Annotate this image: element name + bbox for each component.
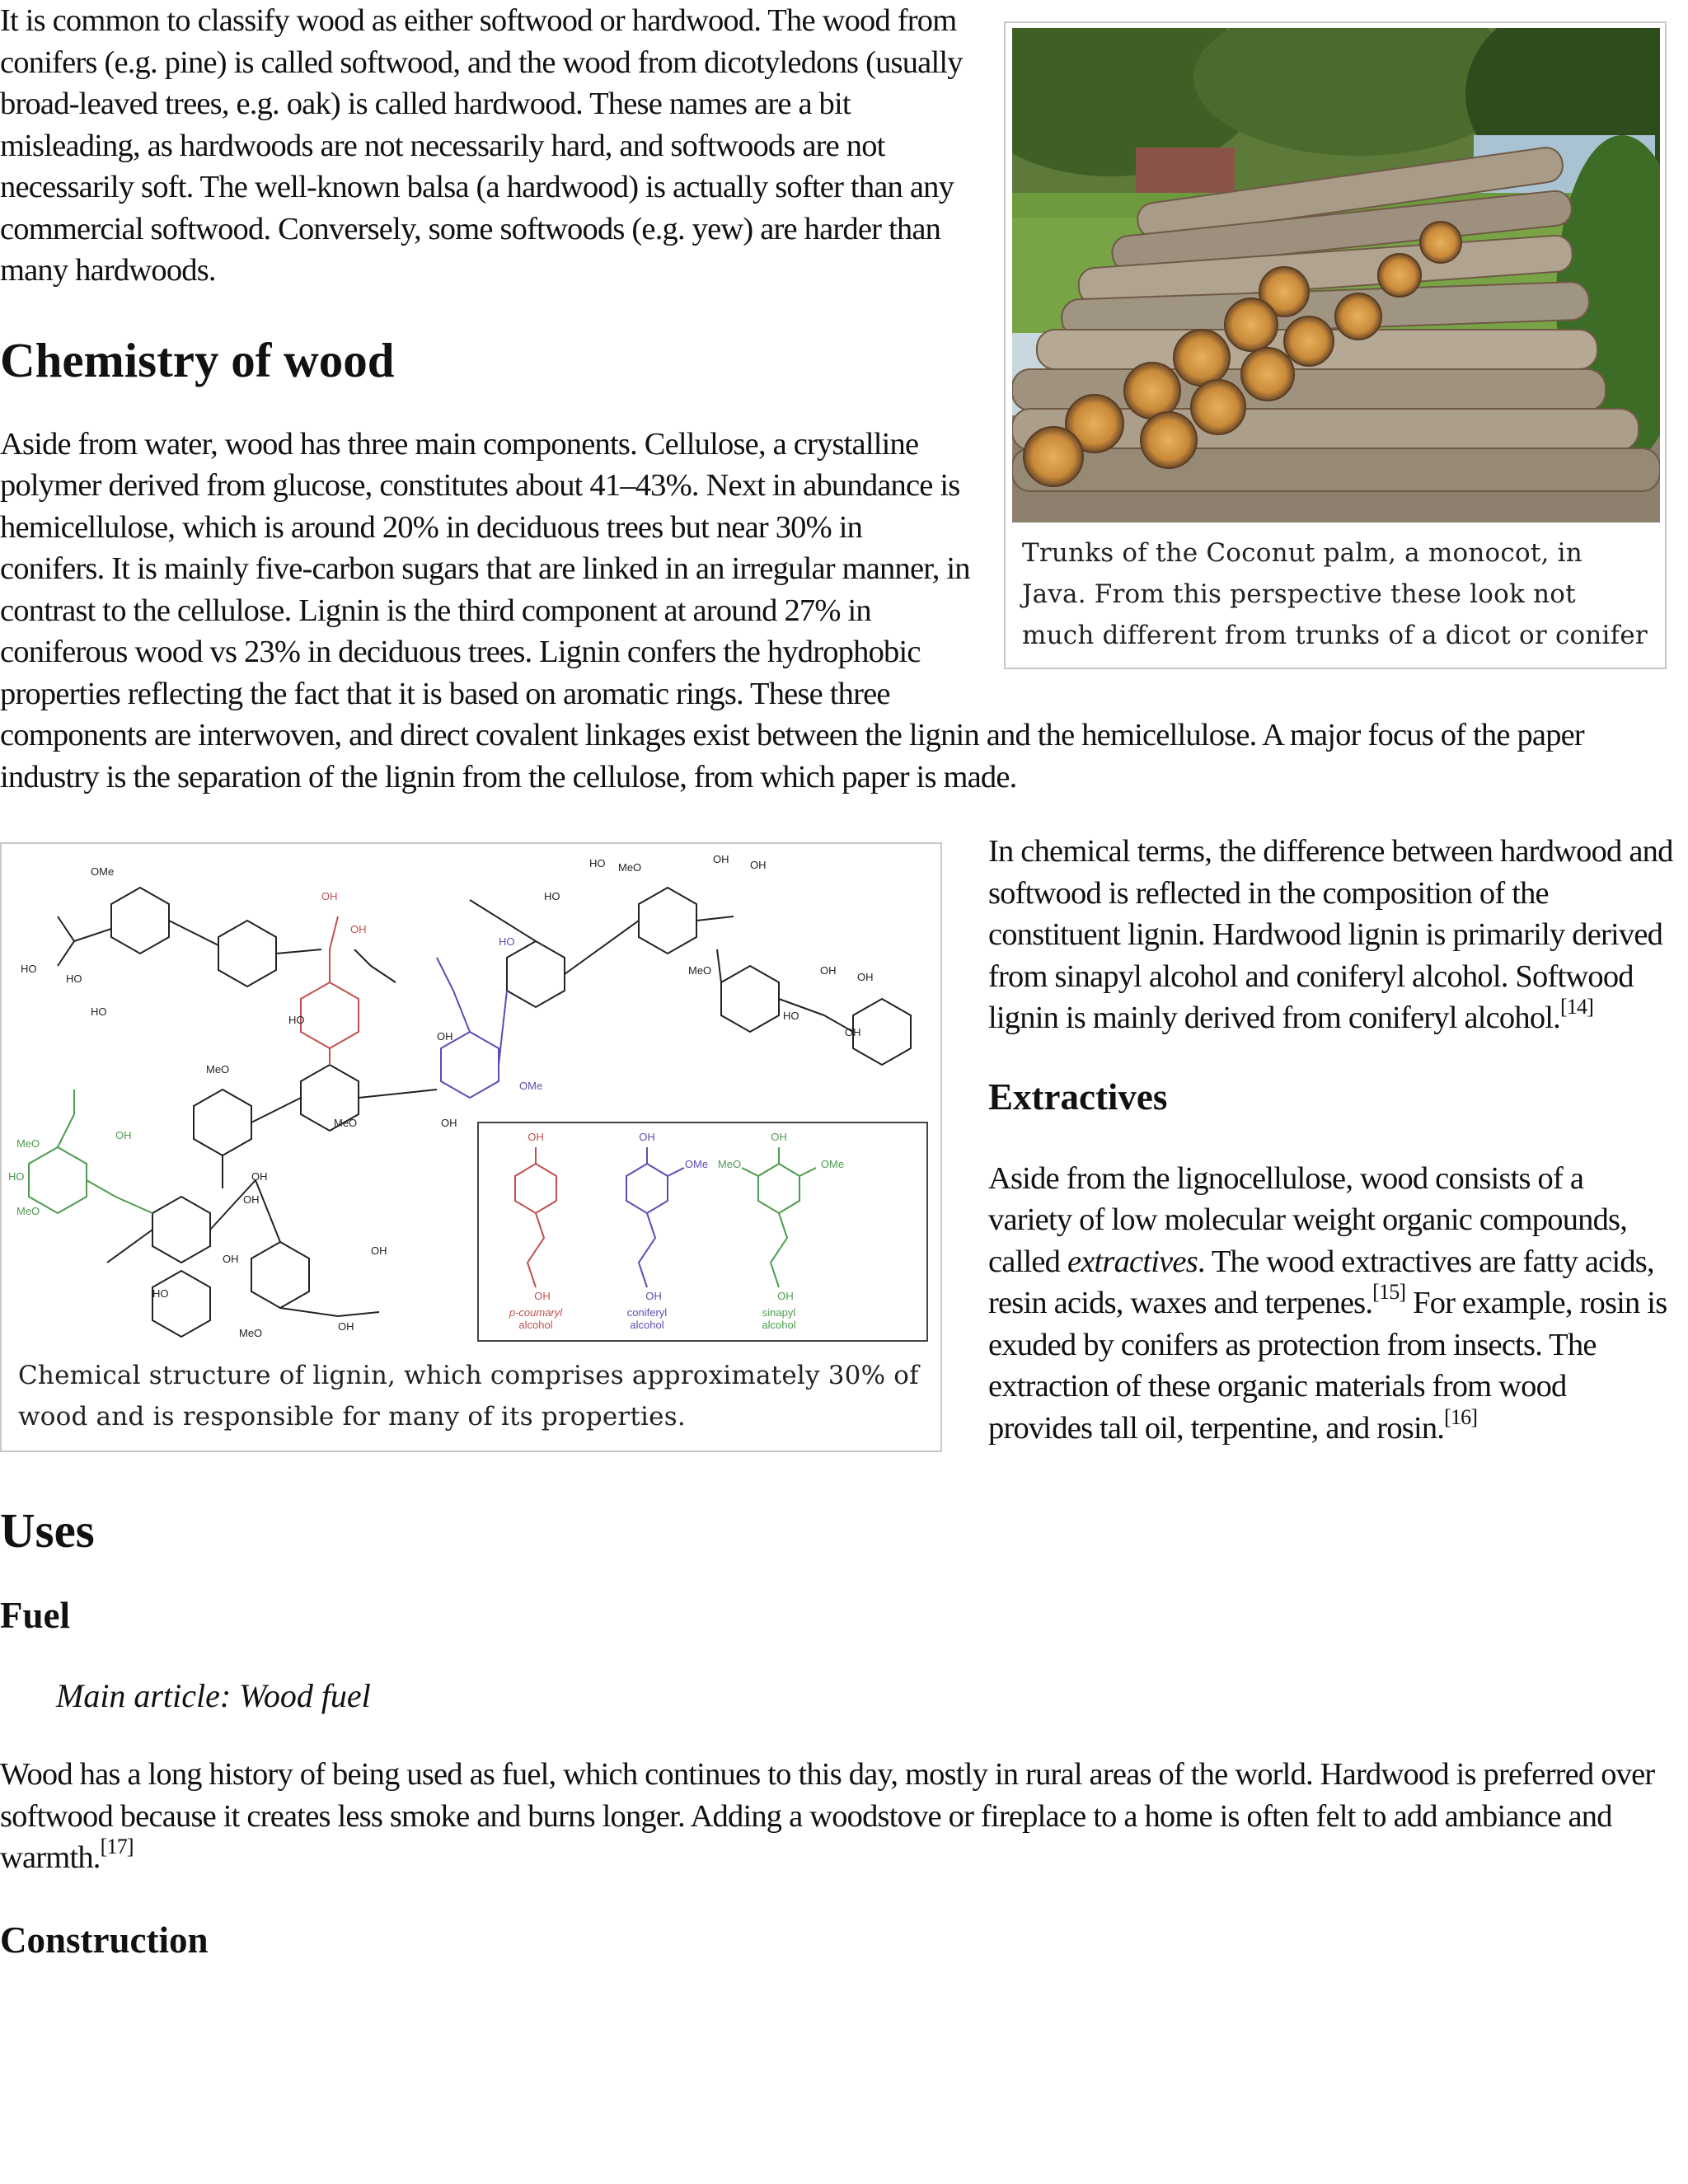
svg-text:HO: HO	[21, 963, 37, 975]
svg-text:OH: OH	[528, 1131, 544, 1143]
svg-text:OMe: OMe	[820, 1158, 845, 1170]
svg-text:MeO: MeO	[688, 964, 712, 977]
svg-text:OMe: OMe	[684, 1158, 709, 1170]
svg-text:alcohol: alcohol	[762, 1319, 796, 1331]
svg-text:OH: OH	[338, 1320, 354, 1333]
svg-text:HO: HO	[499, 935, 515, 948]
svg-text:OH: OH	[820, 964, 837, 977]
extractives-paragraph: Aside from the lignocellulose, wood consists of a variety of low molecular weight organic compounds, called extractives. The wood extractives are fatty acids, resin acids, waxes and terpenes.[15] For example, rosin is exuded by conifers as protection from insects. The extraction of these organic materials from wood provides tall oil, terpentine, and rosin.[16]	[988, 1160, 1667, 1446]
svg-text:OH: OH	[777, 1290, 794, 1302]
reference-17[interactable]: [17]	[100, 1835, 134, 1858]
svg-text:OH: OH	[713, 853, 729, 865]
svg-text:OH: OH	[845, 1026, 861, 1038]
svg-text:OH: OH	[750, 859, 767, 871]
reference-15[interactable]: [15]	[1372, 1280, 1406, 1304]
svg-text:alcohol: alcohol	[630, 1319, 664, 1331]
svg-text:HO: HO	[288, 1014, 305, 1026]
svg-text:MeO: MeO	[334, 1117, 358, 1129]
heading-fuel: Fuel	[0, 1595, 70, 1636]
coconut-palm-caption: Trunks of the Coconut palm, a monocot, in Java. From this perspective these look not much different from trunks of a dicot or conifer	[1022, 538, 1648, 650]
svg-text:MeO: MeO	[206, 1063, 230, 1076]
lignin-figure	[0, 842, 942, 1452]
svg-text:OH: OH	[243, 1193, 260, 1206]
svg-text:MeO: MeO	[618, 861, 642, 874]
svg-text:OH: OH	[115, 1129, 132, 1141]
svg-text:OH: OH	[350, 923, 367, 935]
svg-text:OH: OH	[639, 1131, 655, 1143]
coconut-palm-figure	[1004, 21, 1667, 669]
svg-text:OH: OH	[251, 1170, 268, 1183]
svg-text:MeO: MeO	[16, 1205, 40, 1217]
heading-extractives: Extractives	[988, 1076, 1168, 1118]
svg-text:OMe: OMe	[91, 865, 115, 878]
svg-text:HO: HO	[152, 1287, 169, 1300]
svg-text:HO: HO	[91, 1005, 107, 1018]
svg-text:OMe: OMe	[519, 1080, 543, 1092]
svg-text:HO: HO	[783, 1010, 799, 1022]
svg-text:p-coumaryl: p-coumaryl	[509, 1306, 563, 1319]
svg-text:OH: OH	[534, 1290, 551, 1302]
coconut-logs-photo	[1012, 28, 1660, 523]
svg-text:MeO: MeO	[717, 1158, 742, 1170]
lignin-structure-diagram	[8, 851, 934, 1345]
heading-construction: Construction	[0, 1919, 209, 1961]
svg-text:OH: OH	[771, 1131, 787, 1143]
svg-text:OH: OH	[857, 971, 874, 983]
svg-text:OH: OH	[441, 1117, 457, 1129]
svg-text:coniferyl: coniferyl	[626, 1306, 668, 1319]
svg-text:OH: OH	[437, 1030, 453, 1043]
svg-text:sinapyl: sinapyl	[762, 1306, 796, 1319]
svg-text:HO: HO	[8, 1170, 25, 1183]
svg-text:OH: OH	[223, 1253, 239, 1265]
svg-text:HO: HO	[589, 857, 606, 869]
svg-text:HO: HO	[66, 972, 82, 985]
lignin-composition-paragraph: In chemical terms, the difference between hardwood and softwood is reflected in the composition of the constituent lignin. Hardwood lignin is primarily derived from sinapyl alcohol and coniferyl alcohol. Softwood lignin is mainly derived from coniferyl alcohol.[14]	[988, 834, 1673, 1035]
svg-text:MeO: MeO	[16, 1137, 40, 1150]
svg-text:HO: HO	[544, 890, 560, 902]
intro-paragraph: It is common to classify wood as either softwood or hardwood. The wood from conifers (e.g. pine) is called softwood, and the wood from dicotyledons (usually broad-leaved trees, e.g. oak) is called hardwood. These names are a bit misleading, as hardwoods are not necessarily hard, and softwoods are not necessarily soft. The well-known balsa (a hardwood) is actually softer than any commercial softwood. Conversely, some softwoods (e.g. yew) are harder than many hardwoods.	[0, 3, 963, 288]
svg-text:MeO: MeO	[239, 1327, 263, 1339]
main-article-hatnote[interactable]: Main article: Wood fuel	[56, 1677, 371, 1714]
heading-uses: Uses	[0, 1503, 95, 1558]
svg-text:OH: OH	[371, 1244, 387, 1257]
svg-text:OH: OH	[321, 890, 338, 902]
svg-text:alcohol: alcohol	[518, 1319, 553, 1331]
svg-text:OH: OH	[645, 1290, 662, 1302]
reference-14[interactable]: [14]	[1559, 995, 1594, 1019]
reference-16[interactable]: [16]	[1444, 1404, 1478, 1429]
chemistry-paragraph: Aside from water, wood has three main components. Cellulose, a crystalline polymer derived from glucose, constitutes about 41–43%. Next in abundance is hemicellulose, which is around 20% in deciduous trees but near 30% in conifers. It is mainly five-carbon sugars that are linked in an irregular manner, in contrast to the cellulose. Lignin is the third component at around 27% in coniferous wood vs 23% in deciduous trees. Lignin confers the hydrophobic properties reflecting the fact that it is based on aromatic rings. These three components are interwoven, and direct covalent linkages exist between the lignin and the hemicellulose. A major focus of the paper industry is the separation of the lignin from the cellulose, from which paper is made.	[0, 426, 1584, 794]
lignin-caption: Chemical structure of lignin, which comprises approximately 30% of wood and is responsible for many of its properties.	[18, 1361, 919, 1432]
heading-chemistry-of-wood: Chemistry of wood	[0, 332, 395, 387]
fuel-paragraph: Wood has a long history of being used as fuel, which continues to this day, mostly in rural areas of the world. Hardwood is preferred over softwood because it creates less smoke and burns longer. Adding a woodstove or fireplace to a home is often felt to add ambiance and warmth.[17]	[0, 1757, 1655, 1875]
